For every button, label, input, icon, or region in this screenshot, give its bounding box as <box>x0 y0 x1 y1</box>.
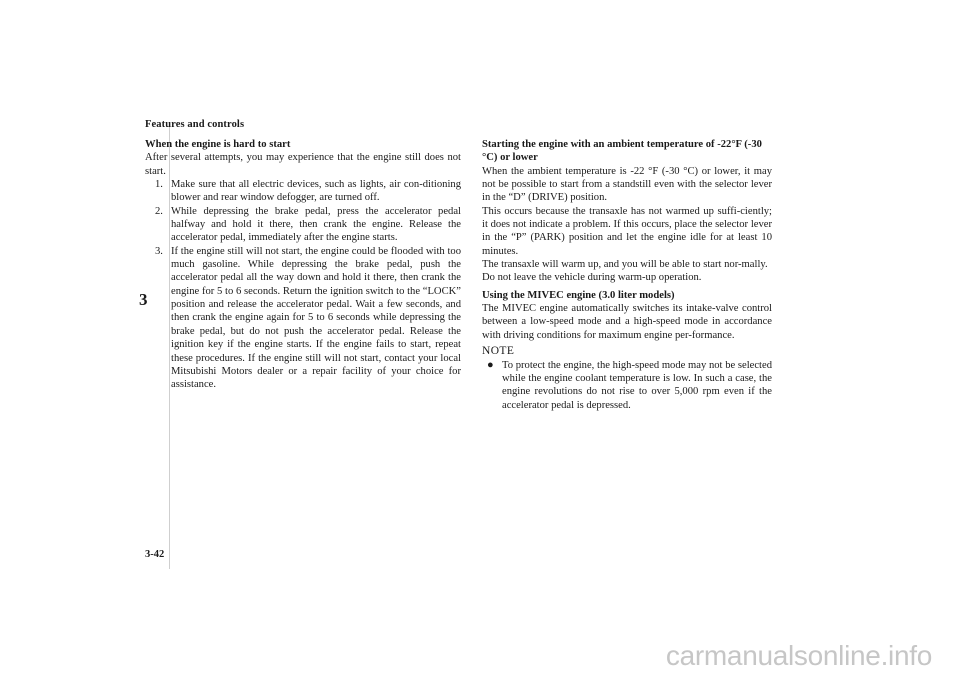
right-column <box>482 138 772 412</box>
hard-start-heading: When the engine is hard to start <box>145 139 291 150</box>
step-number: 2. <box>155 205 163 217</box>
bullet-icon: ● <box>487 358 494 371</box>
cold-start-paragraph-2: This occurs because the transaxle has not warmed up suffi-ciently; it does not indicate a problem. If this occurs, place the selector lever in the “P” (PARK) position and let the engine idle for at least 10 minutes. <box>482 205 772 257</box>
step-text: If the engine still will not start, the engine could be flooded with too much gasoline. While depressing the brake pedal, push the accelerator pedal all the way down and hold it there, then crank the engine for 5 to 6 seconds. Return the ignition switch to the “LOCK” position and release the accelerator pedal. Wait a few seconds, and then crank the engine again for 5 to 6 seconds while depressing the brake pedal, but do not push the accelerator pedal. Release the ignition key if the engine starts. If the engine fails to start, repeat these procedures. If the engine still will not start, contact your local Mitsubishi Motors dealer or a repair facility of your choice for assistance. <box>171 245 461 391</box>
note-label: NOTE <box>482 345 515 358</box>
mivec-paragraph: The MIVEC engine automatically switches its intake-valve control between a low-speed mode and a high-speed mode in accordance with driving conditions for maximum engine per-formance. <box>482 303 772 341</box>
step-text: While depressing the brake pedal, press the accelerator pedal halfway and hold it there, then crank the engine. Release the accelerator pedal, immediately after the engine starts. <box>171 205 461 244</box>
list-item <box>155 205 461 245</box>
list-item <box>155 245 461 392</box>
note-item <box>482 359 772 412</box>
cold-start-heading: Starting the engine with an ambient temperature of -22°F (-30 °C) or lower <box>482 139 762 164</box>
step-text: Make sure that all electric devices, such as lights, air con-ditioning blower and rear window defogger, are turned off. <box>171 179 461 204</box>
mivec-heading: Using the MIVEC engine (3.0 liter models) <box>482 289 675 301</box>
cold-start-paragraph-4: Do not leave the vehicle during warm-up operation. <box>482 272 702 284</box>
cold-start-paragraph-3: The transaxle will warm up, and you will be able to start nor-mally. <box>482 259 768 271</box>
note-text: To protect the engine, the high-speed mode may not be selected while the engine coolant temperature is low. In such a case, the engine revolutions do not rise to over 5,000 rpm even if the accelerator pedal is depressed. <box>502 359 772 411</box>
page-number: 3-42 <box>145 549 165 560</box>
cold-start-paragraph-1: When the ambient temperature is -22 °F (-30 °C) or lower, it may not be possible to start from a standstill even with the selector lever in the “D” (DRIVE) position. <box>482 165 772 204</box>
chapter-number: 3 <box>139 290 148 309</box>
section-header-title: Features and controls <box>145 119 245 130</box>
hard-start-steps <box>145 178 461 392</box>
left-column <box>145 138 461 392</box>
step-number: 1. <box>155 179 163 191</box>
hard-start-intro: After several attempts, you may experience that the engine still does not start. <box>145 152 461 177</box>
step-number: 3. <box>155 245 163 257</box>
watermark: carmanualsonline.info <box>665 640 932 671</box>
list-item <box>155 178 461 205</box>
